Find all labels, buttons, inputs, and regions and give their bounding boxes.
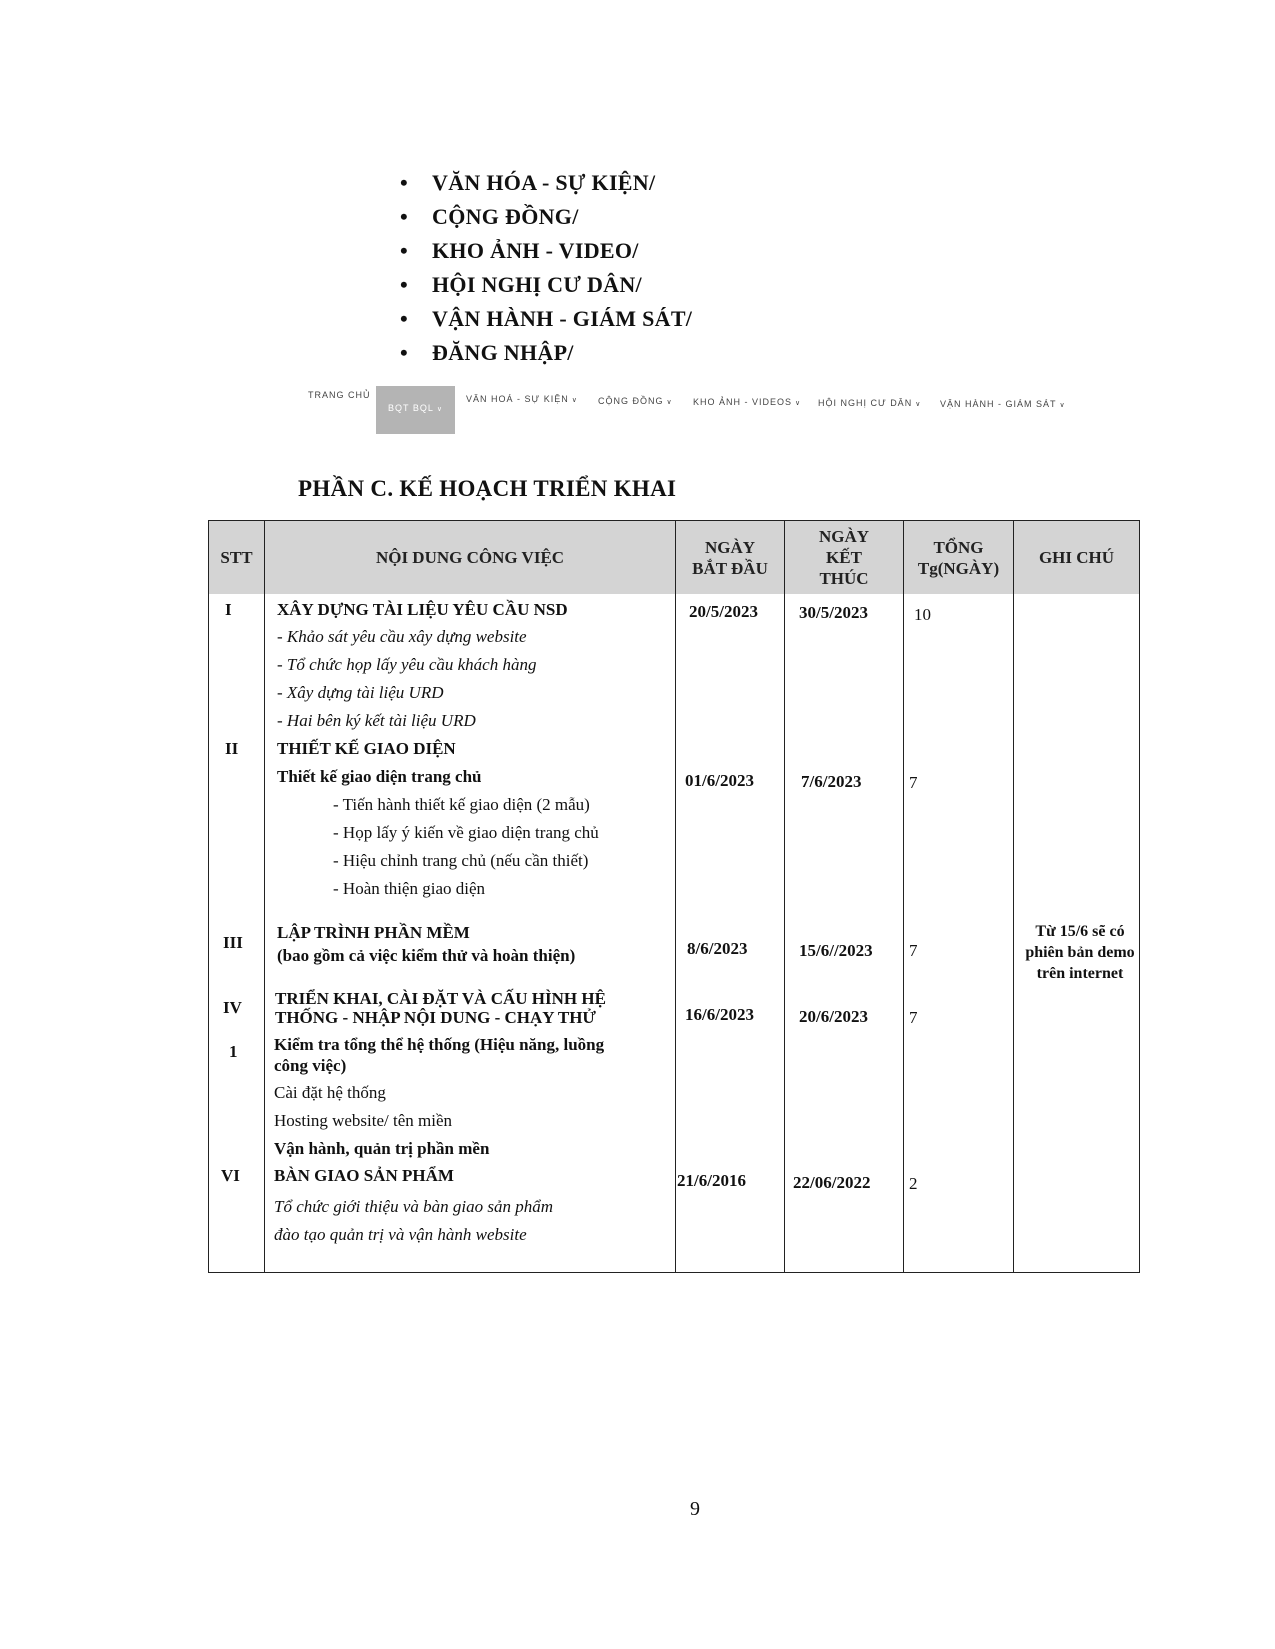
row-subtask: - Tiến hành thiết kế giao diện (2 mẫu) [333,795,590,814]
section-title: PHẦN C. KẾ HOẠCH TRIỂN KHAI [298,476,677,501]
chevron-down-icon: ∨ [666,399,673,406]
row-stt: II [225,739,239,758]
row-subtask: Tổ chức giới thiệu và bàn giao sản phẩm [274,1197,553,1216]
nav-item-gallery [693,397,801,407]
chevron-down-icon: ∨ [1059,402,1066,409]
chevron-down-icon: ∨ [795,400,802,407]
row-start: 8/6/2023 [687,939,748,958]
nav-item-label: KHO ẢNH - VIDEOS [693,397,793,407]
row-subtask: - Xây dựng tài liệu URD [277,683,444,702]
row-title: công việc) [274,1056,347,1075]
row-subtask: - Tổ chức họp lấy yêu cầu khách hàng [277,655,537,674]
row-end: 20/6/2023 [799,1007,868,1026]
nav-item-label: VĂN HOÁ - SỰ KIỆN [466,394,569,404]
row-subtask: - Hoàn thiện giao diện [333,879,486,898]
nav-item-home: TRANG CHỦ [308,390,371,400]
bullet-item: • VẬN HÀNH - GIÁM SÁT/ [400,302,692,336]
bullet-item: • HỘI NGHỊ CƯ DÂN/ [400,268,692,302]
row-subtask: - Họp lấy ý kiến về giao diện trang chủ [333,823,599,842]
row-subtask: đào tạo quản trị và vận hành website [274,1225,527,1244]
page-number: 9 [690,1498,700,1520]
row-stt: III [223,933,243,952]
row-end: 22/06/2022 [793,1173,871,1192]
row-title: BÀN GIAO SẢN PHẨM [274,1166,454,1185]
row-end: 7/6/2023 [801,772,862,791]
nav-item-label: CỘNG ĐỒNG [598,396,664,406]
row-subtitle: (bao gồm cả việc kiểm thử và hoàn thiện) [277,946,576,965]
website-nav-screenshot [308,386,1108,434]
header-stt: STT [220,548,253,567]
bullet-item: • ĐĂNG NHẬP/ [400,336,692,370]
chevron-down-icon: ∨ [915,401,922,408]
header-end-date: NGÀY KẾT THÚC [818,527,870,588]
nav-item-culture-events [466,394,578,404]
row-stt: 1 [229,1042,238,1061]
row-title: Kiểm tra tổng thể hệ thống (Hiệu năng, luồng [274,1035,605,1054]
nav-item-resident-meeting [818,398,921,408]
column-divider [1013,521,1014,1272]
header-content: NỘI DUNG CÔNG VIỆC [375,548,565,567]
row-total: 10 [914,605,931,624]
column-divider [903,521,904,1272]
row-subtask: - Hai bên ký kết tài liệu URD [277,711,476,730]
plan-table [208,520,1140,1273]
row-stt: I [225,600,232,619]
column-divider [264,521,265,1272]
row-end: 30/5/2023 [799,603,868,622]
row-end: 15/6//2023 [799,941,873,960]
row-total: 7 [909,773,918,792]
row-subtask: Vận hành, quản trị phần mền [274,1139,490,1158]
bullet-item: • VĂN HÓA - SỰ KIỆN/ [400,166,692,200]
row-title: TRIỂN KHAI, CÀI ĐẶT VÀ CẤU HÌNH HỆ [275,989,606,1008]
column-divider [784,521,785,1272]
nav-item-community [598,396,673,406]
row-title: THIẾT KẾ GIAO DIỆN [277,739,456,758]
row-subtask: - Khảo sát yêu cầu xây dựng website [277,627,527,646]
nav-item-operation [940,399,1066,409]
note-cell: Từ 15/6 sẽ có phiên bản demo trên internet [1025,923,1135,982]
header-note: GHI CHÚ [1038,548,1115,567]
row-title: LẬP TRÌNH PHẦN MỀM [277,923,470,942]
row-title: XÂY DỰNG TÀI LIỆU YÊU CẦU NSD [277,600,568,619]
row-subtask: Hosting website/ tên miền [274,1111,453,1130]
row-start: 01/6/2023 [685,771,754,790]
nav-item-label: VẬN HÀNH - GIÁM SÁT [940,399,1057,409]
chevron-down-icon: ∨ [436,406,443,413]
nav-item-label: HỘI NGHỊ CƯ DÂN [818,398,913,408]
nav-item-label: BQT BQL [388,403,434,413]
menu-bullet-list [400,166,692,370]
row-total: 2 [909,1174,918,1193]
row-total: 7 [909,1008,918,1027]
row-subtask: - Hiệu chỉnh trang chủ (nếu cần thiết) [333,851,589,870]
row-subtask: Cài đặt hệ thống [274,1083,386,1102]
row-total: 7 [909,941,918,960]
row-start: 20/5/2023 [689,602,758,621]
row-start: 21/6/2016 [677,1171,746,1190]
header-start-date: NGÀY BẮT ĐẦU [692,537,768,578]
nav-item-bqt-bql [376,386,455,434]
row-subtitle: Thiết kế giao diện trang chủ [277,767,482,786]
bullet-item: • CỘNG ĐỒNG/ [400,200,692,234]
row-stt: IV [223,998,242,1017]
column-divider [675,521,676,1272]
bullet-item: • KHO ẢNH - VIDEO/ [400,234,692,268]
header-total-days: TỔNG Tg(NGÀY) [917,537,1000,578]
row-title: THỐNG - NHẬP NỘI DUNG - CHẠY THỬ [275,1008,596,1027]
chevron-down-icon: ∨ [571,397,578,404]
row-start: 16/6/2023 [685,1005,754,1024]
row-stt: VI [221,1166,240,1185]
